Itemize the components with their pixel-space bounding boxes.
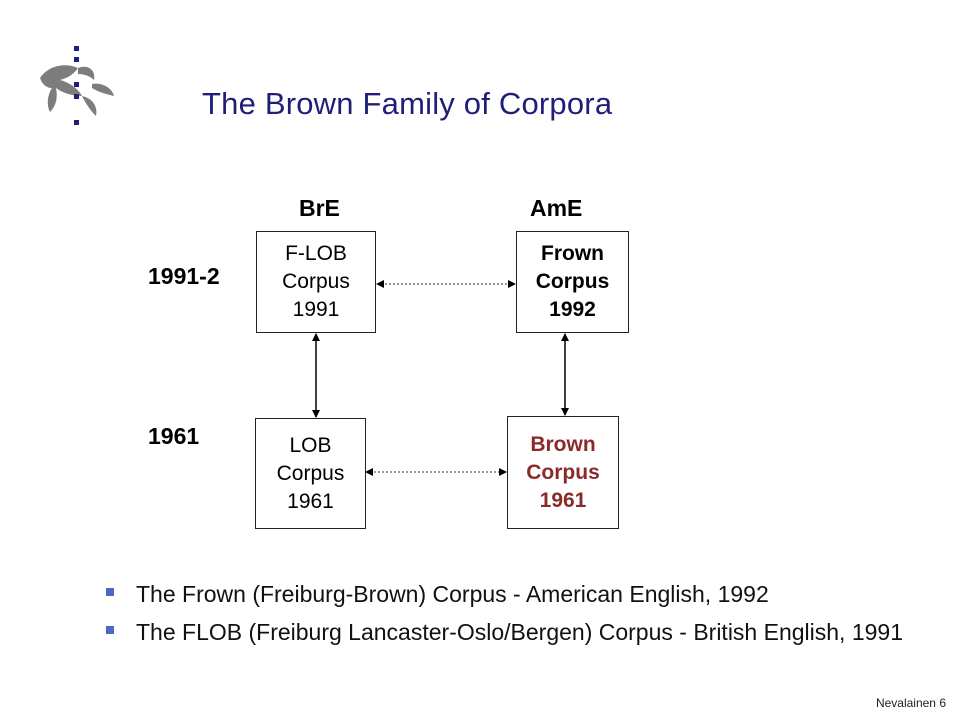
column-label-bre: BrE: [299, 195, 340, 221]
box-frown-corpus: [516, 231, 629, 333]
box-brown-line3: 1961: [539, 488, 587, 512]
column-label-ame: AmE: [530, 195, 583, 221]
bullet-item-flob: [104, 613, 904, 651]
box-lob-corpus: [255, 418, 366, 529]
box-lob-line1: LOB: [289, 433, 332, 457]
bullet-text: The FLOB (Freiburg Lancaster-Oslo/Bergen) Corpus - British English, 1991: [136, 619, 903, 645]
bullet-square-icon: [106, 588, 114, 596]
box-frown-line2: Corpus: [535, 270, 610, 293]
box-flob-line3: 1991: [292, 298, 340, 321]
box-lob-line3: 1961: [287, 489, 334, 513]
box-flob-corpus: [256, 231, 376, 333]
box-flob-line1: F-LOB: [285, 242, 347, 265]
box-lob-line2: Corpus: [276, 461, 345, 485]
row-label-1991-2: 1991-2: [148, 263, 220, 289]
box-flob-line2: Corpus: [282, 270, 350, 293]
bullet-item-frown: [104, 575, 904, 613]
box-brown-corpus: [507, 416, 619, 529]
bullet-square-icon: [106, 626, 114, 634]
slide-footer: Nevalainen 6: [875, 696, 946, 710]
box-brown-line2: Corpus: [526, 460, 600, 484]
bullet-text: The Frown (Freiburg-Brown) Corpus - American English, 1992: [136, 581, 769, 607]
page-title: The Brown Family of Corpora: [202, 86, 613, 121]
box-frown-line3: 1992: [549, 298, 596, 321]
row-label-1961: 1961: [148, 423, 200, 449]
bullet-list: [104, 575, 904, 651]
box-brown-line1: Brown: [530, 432, 596, 456]
box-frown-line1: Frown: [541, 242, 604, 265]
